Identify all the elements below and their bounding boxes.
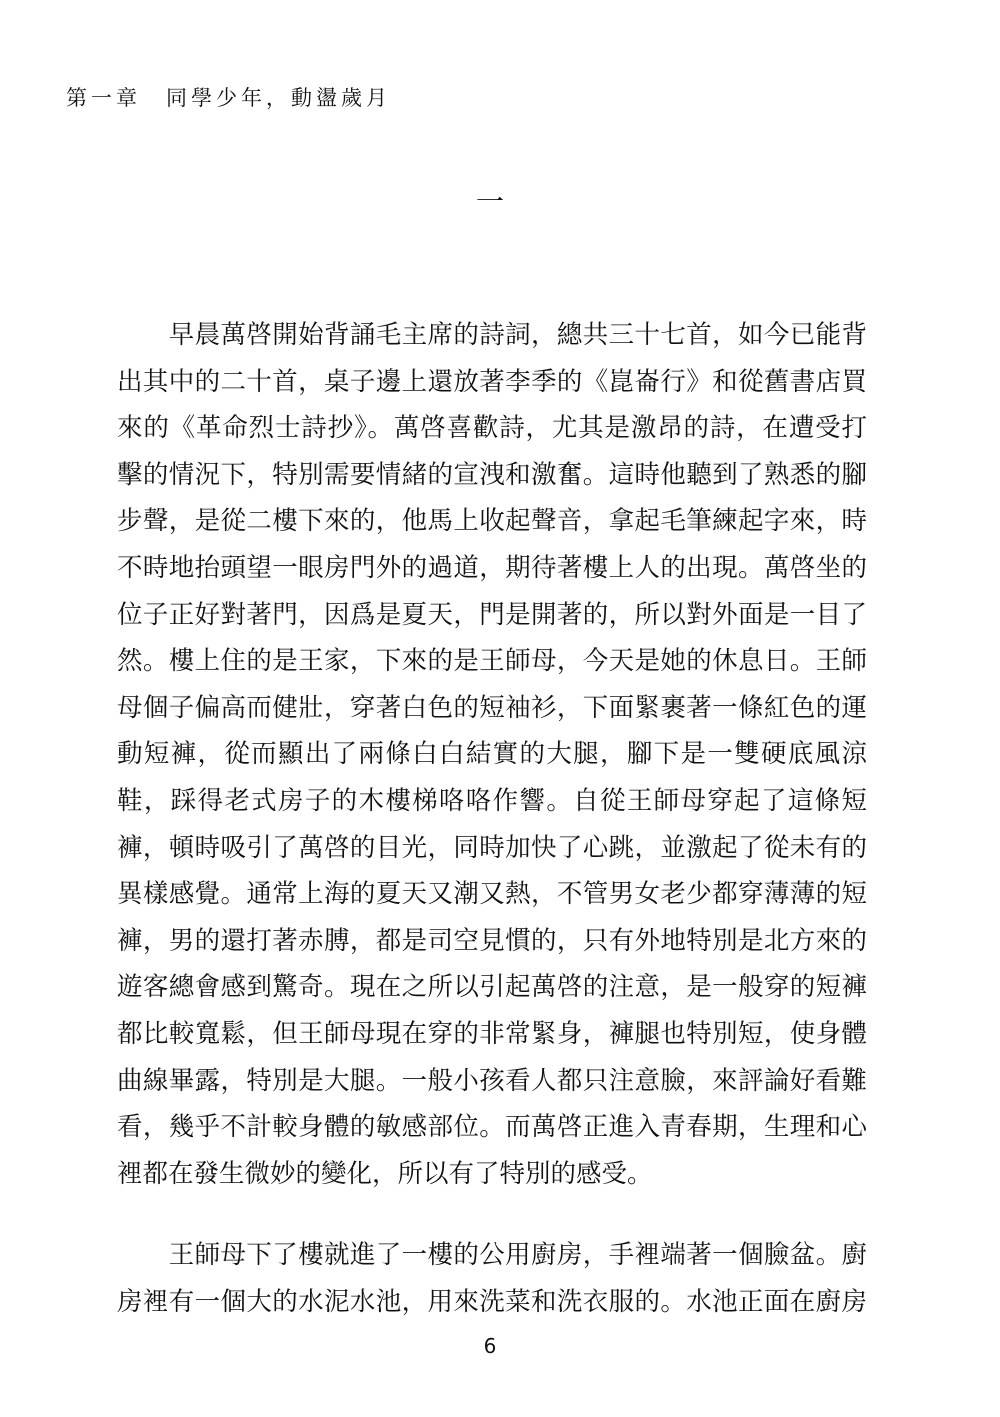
paragraph (117, 1232, 867, 1325)
text-line: 然。樓上住的是王家，下來的是王師母，今天是她的休息日。王師 (117, 646, 867, 677)
page-number: 6 (483, 1334, 497, 1358)
text-line: 褲，頓時吸引了萬啓的目光，同時加快了心跳，並激起了從未有的 (117, 832, 867, 863)
text-line: 房裡有一個大的水泥水池，用來洗菜和洗衣服的。水池正面在廚房 (117, 1286, 867, 1317)
body-text (117, 312, 867, 1325)
section-number: 一 (475, 185, 504, 218)
chapter-label: 第一章 (66, 86, 141, 110)
chapter-header (66, 82, 391, 112)
text-line: 來的《革命烈士詩抄》。萬啓喜歡詩，尤其是激昂的詩，在遭受打 (117, 413, 867, 444)
text-line: 異樣感覺。通常上海的夏天又潮又熱，不管男女老少都穿薄薄的短 (117, 879, 867, 910)
text-line: 鞋，踩得老式房子的木樓梯咯咯作響。自從王師母穿起了這條短 (117, 785, 867, 816)
text-line: 位子正好對著門，因爲是夏天，門是開著的，所以對外面是一目了 (117, 599, 867, 630)
text-line: 遊客總會感到驚奇。現在之所以引起萬啓的注意，是一般穿的短褲 (117, 972, 867, 1003)
paragraph-gap (117, 1197, 867, 1232)
text-line: 王師母下了樓就進了一樓的公用廚房，手裡端著一個臉盆。廚 (117, 1240, 867, 1271)
text-line: 出其中的二十首，桌子邊上還放著李季的《崑崙行》和從舊書店買 (117, 366, 867, 397)
text-line: 不時地抬頭望一眼房門外的過道，期待著樓上人的出現。萬啓坐的 (117, 552, 867, 583)
chapter-title: 同學少年，動盪歲月 (166, 86, 391, 110)
text-line: 曲線畢露，特別是大腿。一般小孩看人都只注意臉，來評論好看難 (117, 1065, 867, 1096)
text-line: 看，幾乎不計較身體的敏感部位。而萬啓正進入青春期，生理和心 (117, 1112, 867, 1143)
text-line: 都比較寬鬆，但王師母現在穿的非常緊身，褲腿也特別短，使身體 (117, 1018, 867, 1049)
text-line: 褲，男的還打著赤膊，都是司空見慣的，只有外地特別是北方來的 (117, 925, 867, 956)
text-line: 擊的情況下，特別需要情緒的宣洩和激奮。這時他聽到了熟悉的腳 (117, 459, 867, 490)
paragraph (117, 312, 867, 1197)
text-line: 裡都在發生微妙的變化，所以有了特別的感受。 (117, 1158, 653, 1189)
text-line: 早晨萬啓開始背誦毛主席的詩詞，總共三十七首，如今已能背 (117, 320, 867, 350)
text-line: 動短褲，從而顯出了兩條白白結實的大腿，腳下是一雙硬底風涼 (117, 739, 867, 770)
text-line: 步聲，是從二樓下來的，他馬上收起聲音，拿起毛筆練起字來，時 (117, 506, 867, 537)
text-line: 母個子偏高而健壯，穿著白色的短袖衫，下面緊裹著一條紅色的運 (117, 692, 867, 723)
